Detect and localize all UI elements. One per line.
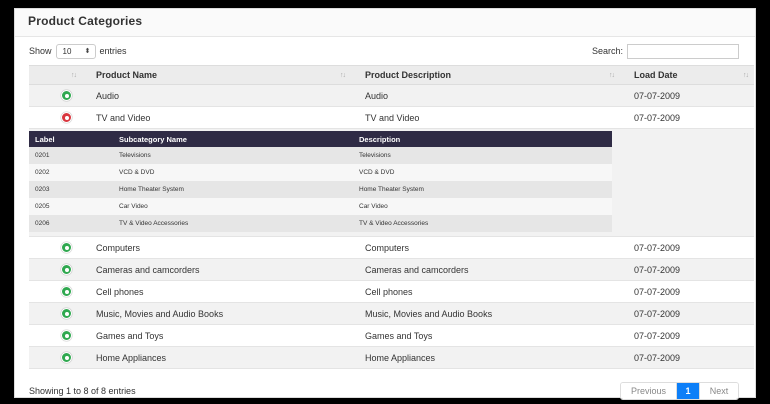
sub-name-cell: TV & Video Accessories [119,220,189,227]
subcategory-table [29,131,612,232]
load-date-cell: 07-07-2009 [634,90,681,101]
sub-header-description: Description [359,134,401,144]
product-categories-panel [14,8,756,398]
updown-arrow-icon: ⬍ [84,48,91,55]
sort-both-icon: ↑↓ [609,71,614,79]
sub-description-cell: TV & Video Accessories [359,220,429,227]
sub-description-cell: Televisions [359,152,391,159]
sub-label-cell: 0206 [35,220,50,227]
next-page-button[interactable]: Next [699,383,738,399]
sub-label-cell: 0203 [35,186,50,193]
expand-row-icon[interactable] [61,264,72,275]
page-1-button[interactable]: 1 [677,383,699,399]
row-toggle-cell [29,259,82,280]
sub-label-cell: 0205 [35,203,50,210]
row-toggle-cell [29,347,82,368]
product-name-cell: Cameras and camcorders [96,264,200,275]
table-row [29,237,754,259]
expand-row-icon[interactable] [61,330,72,341]
subcategory-row [29,215,612,232]
search-control [592,43,739,59]
product-name-cell: Games and Toys [96,330,164,341]
load-date-cell: 07-07-2009 [634,352,681,363]
load-date-cell: 07-07-2009 [634,330,681,341]
subcategory-row [29,198,612,215]
subcategory-row [29,181,612,198]
product-description-cell: Music, Movies and Audio Books [365,308,493,319]
table-row [29,107,754,129]
expand-row-icon[interactable] [61,242,72,253]
panel-title: Product Categories [28,14,143,28]
sub-name-cell: VCD & DVD [119,169,155,176]
sort-both-icon: ↑↓ [71,71,76,79]
header-product-description[interactable] [351,66,620,84]
previous-page-button[interactable]: Previous [621,383,677,399]
expand-row-icon[interactable] [61,352,72,363]
header-label: Product Description [365,70,452,80]
collapse-row-icon[interactable] [61,112,72,123]
product-description-cell: Games and Toys [365,330,433,341]
row-toggle-cell [29,281,82,302]
load-date-cell: 07-07-2009 [634,112,681,123]
load-date-cell: 07-07-2009 [634,308,681,319]
product-description-cell: Computers [365,242,410,253]
row-toggle-cell [29,237,82,258]
sub-label-cell: 0202 [35,169,50,176]
product-name-cell: Music, Movies and Audio Books [96,308,224,319]
product-description-cell: TV and Video [365,112,420,123]
expanded-child-row [29,129,754,237]
sub-name-cell: Car Video [119,203,148,210]
sub-header-name: Subcategory Name [119,134,187,144]
product-name-cell: Computers [96,242,141,253]
product-name-cell: TV and Video [96,112,151,123]
sub-header-label: Label [35,134,55,144]
table-row [29,85,754,107]
expand-row-icon[interactable] [61,308,72,319]
table-footer [29,382,739,402]
row-toggle-cell [29,303,82,324]
expand-row-icon[interactable] [61,286,72,297]
product-description-cell: Home Appliances [365,352,436,363]
table-row [29,281,754,303]
sub-description-cell: Car Video [359,203,388,210]
sub-label-cell: 0201 [35,152,50,159]
sub-name-cell: Televisions [119,152,151,159]
product-description-cell: Cameras and camcorders [365,264,469,275]
load-date-cell: 07-07-2009 [634,264,681,275]
header-label: Load Date [634,70,678,80]
subcategory-row [29,164,612,181]
product-name-cell: Home Appliances [96,352,167,363]
load-date-cell: 07-07-2009 [634,286,681,297]
entries-label: entries [99,46,127,56]
header-product-name[interactable] [82,66,351,84]
sub-description-cell: VCD & DVD [359,169,395,176]
sort-both-icon: ↑↓ [340,71,345,79]
categories-table [29,65,754,369]
product-name-cell: Cell phones [96,286,144,297]
product-description-cell: Cell phones [365,286,413,297]
entries-select[interactable] [56,44,96,59]
panel-header [15,9,755,37]
table-row [29,303,754,325]
product-name-cell: Audio [96,90,120,101]
subcategory-header [29,131,612,147]
header-load-date[interactable] [620,66,754,84]
table-row [29,325,754,347]
search-input[interactable] [627,44,739,59]
search-label: Search: [591,46,623,56]
subcategory-row [29,147,612,164]
row-toggle-cell [29,85,82,106]
table-row [29,347,754,369]
table-controls [29,43,739,63]
sort-both-icon: ↑↓ [743,71,748,79]
row-toggle-cell [29,107,82,128]
pagination [620,382,739,400]
table-header [29,65,754,85]
header-label: Product Name [96,70,158,80]
page-length-control [29,43,127,59]
product-description-cell: Audio [365,90,389,101]
table-row [29,259,754,281]
expand-row-icon[interactable] [61,90,72,101]
show-label: Show [29,46,52,56]
sub-name-cell: Home Theater System [119,186,184,193]
row-toggle-cell [29,325,82,346]
header-toggle-column[interactable] [29,66,82,84]
sub-description-cell: Home Theater System [359,186,424,193]
entries-select-value: 10 [62,46,72,56]
load-date-cell: 07-07-2009 [634,242,681,253]
table-info: Showing 1 to 8 of 8 entries [29,386,136,396]
